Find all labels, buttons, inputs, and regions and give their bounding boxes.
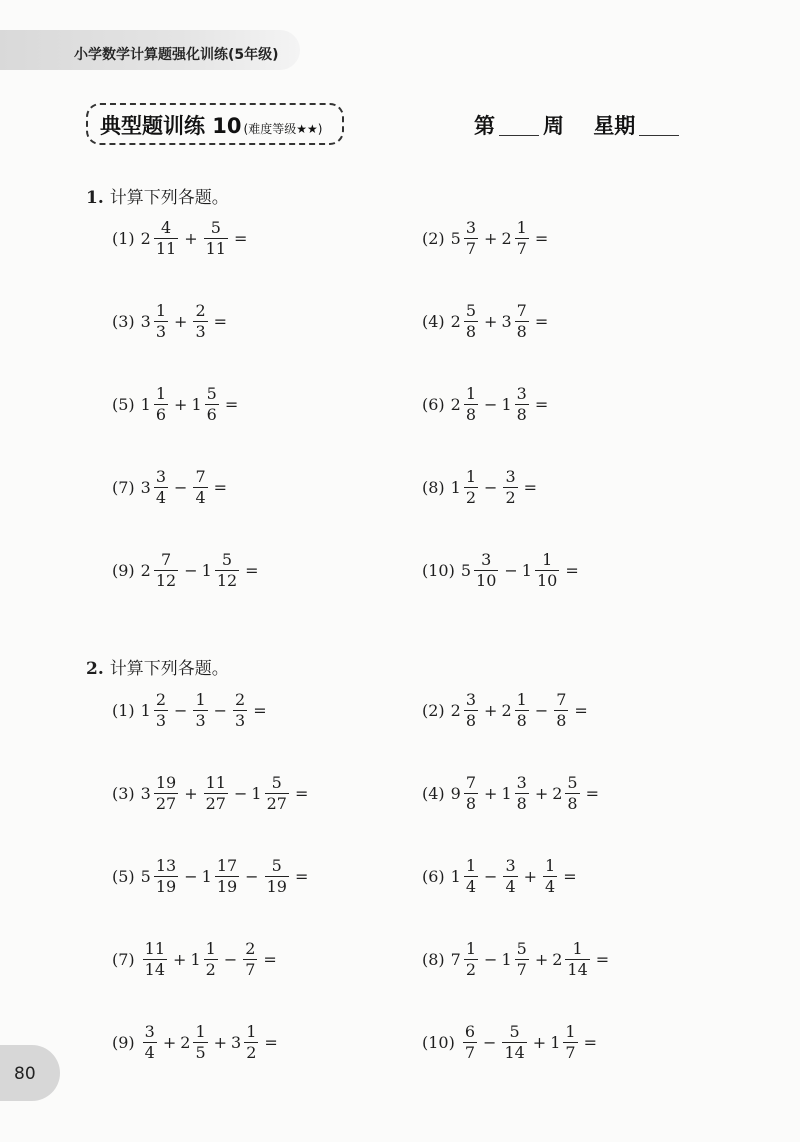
whole-number: 3 [501, 311, 512, 331]
denominator: 7 [464, 1043, 476, 1062]
numerator: 1 [195, 690, 206, 709]
numerator: 7 [195, 467, 206, 486]
whole-number: 7 [450, 949, 461, 969]
whole-number: 1 [501, 783, 512, 803]
denominator: 7 [245, 960, 256, 979]
fraction [154, 386, 168, 423]
problem-1-9 [112, 552, 263, 589]
denominator: 7 [516, 960, 527, 979]
fraction [143, 1024, 157, 1061]
fraction [244, 1024, 258, 1061]
problem-label: (8) [422, 949, 445, 969]
operator: − [534, 700, 549, 720]
problem-1-4 [422, 303, 552, 340]
fraction [515, 692, 529, 729]
whole-number: 1 [251, 783, 262, 803]
numerator: 7 [465, 773, 477, 792]
problem-1-2 [422, 220, 552, 257]
equals-sign: = [534, 394, 549, 414]
numerator: 11 [205, 773, 226, 792]
fraction [154, 303, 168, 340]
numerator: 1 [565, 1022, 576, 1041]
denominator: 5 [195, 1043, 206, 1062]
numerator: 5 [465, 301, 477, 320]
problem-1-10 [422, 552, 583, 589]
equals-sign: = [563, 866, 577, 886]
denominator: 3 [155, 322, 167, 341]
problem-2-2 [422, 692, 592, 729]
problem-label: (1) [112, 228, 135, 248]
problem-label: (5) [112, 394, 135, 414]
fraction [502, 1024, 526, 1061]
numerator: 2 [155, 690, 167, 709]
fraction [535, 552, 559, 589]
whole-number: 2 [552, 783, 563, 803]
date-line [474, 110, 683, 140]
numerator: 1 [542, 550, 553, 569]
denominator: 4 [195, 488, 206, 507]
problem-label: (10) [422, 1032, 455, 1052]
problem-label: (2) [422, 228, 445, 248]
denominator: 6 [155, 405, 167, 424]
operator: − [484, 394, 498, 414]
equals-sign: = [534, 311, 549, 331]
denominator: 7 [516, 239, 527, 258]
operator: + [184, 228, 198, 248]
denominator: 14 [504, 1043, 525, 1062]
fraction [154, 552, 178, 589]
problem-1-5 [112, 386, 242, 423]
fraction [464, 469, 478, 506]
problem-label: (2) [422, 700, 445, 720]
denominator: 7 [565, 1043, 576, 1062]
operator: − [484, 949, 498, 969]
difficulty-label: (难度等级★★) [243, 122, 323, 136]
operator: − [174, 477, 188, 497]
numerator: 5 [210, 218, 221, 237]
numerator: 3 [465, 690, 477, 709]
fraction [204, 775, 228, 812]
whole-number: 1 [191, 394, 202, 414]
numerator: 5 [271, 773, 282, 792]
whole-number: 2 [501, 700, 512, 720]
denominator: 8 [465, 711, 477, 730]
fraction [464, 775, 478, 812]
problem-2-1 [112, 692, 271, 729]
denominator: 4 [505, 877, 516, 896]
operator: + [534, 949, 549, 969]
problem-label: (4) [422, 311, 445, 331]
whole-number: 1 [140, 700, 151, 720]
operator: + [173, 949, 187, 969]
operator: + [184, 783, 198, 803]
fraction [503, 469, 517, 506]
whole-number: 2 [140, 560, 151, 580]
operator: + [484, 311, 498, 331]
whole-number: 2 [552, 949, 563, 969]
whole-number: 2 [450, 700, 461, 720]
fraction [204, 220, 228, 257]
problem-2-7 [112, 941, 281, 978]
equals-sign: = [264, 1032, 278, 1052]
weekday-label: 星期 [593, 114, 636, 138]
fraction [193, 1024, 207, 1061]
section-2-heading [86, 654, 229, 679]
numerator: 17 [216, 856, 238, 875]
fraction [474, 552, 498, 589]
numerator: 1 [465, 467, 477, 486]
fraction [565, 941, 589, 978]
problem-2-3 [112, 775, 312, 812]
problem-label: (6) [422, 394, 445, 414]
operator: − [484, 866, 498, 886]
denominator: 19 [266, 877, 287, 896]
numerator: 1 [516, 690, 527, 709]
equals-sign: = [263, 949, 277, 969]
whole-number: 3 [140, 477, 151, 497]
numerator: 1 [516, 218, 527, 237]
problem-2-5 [112, 858, 312, 895]
fraction [193, 469, 207, 506]
fraction [215, 858, 239, 895]
week-suffix: 周 [543, 114, 564, 138]
fraction [563, 1024, 577, 1061]
denominator: 2 [465, 960, 477, 979]
fraction [515, 775, 529, 812]
denominator: 3 [235, 711, 246, 730]
problem-2-9 [112, 1024, 282, 1061]
whole-number: 3 [140, 783, 151, 803]
operator: − [483, 1032, 497, 1052]
operator: + [162, 1032, 177, 1052]
operator: − [504, 560, 518, 580]
equals-sign: = [574, 700, 588, 720]
section-instruction: 计算下列各题。 [109, 188, 229, 208]
denominator: 3 [155, 711, 167, 730]
fraction [193, 692, 207, 729]
denominator: 8 [465, 322, 477, 341]
denominator: 10 [536, 571, 558, 590]
equals-sign: = [294, 866, 309, 886]
problem-2-4 [422, 775, 603, 812]
numerator: 5 [221, 550, 233, 569]
fraction [193, 303, 207, 340]
denominator: 11 [205, 239, 226, 258]
denominator: 4 [144, 1043, 155, 1062]
numerator: 1 [545, 856, 556, 875]
fraction [243, 941, 257, 978]
operator: + [484, 783, 498, 803]
equals-sign: = [294, 783, 309, 803]
equals-sign: = [245, 560, 259, 580]
section-number: 2. [86, 659, 104, 679]
whole-number: 1 [501, 949, 512, 969]
problem-1-6 [422, 386, 552, 423]
fraction [464, 386, 478, 423]
numerator: 3 [516, 384, 527, 403]
problem-1-3 [112, 303, 231, 340]
denominator: 12 [216, 571, 238, 590]
denominator: 10 [476, 571, 497, 590]
numerator: 4 [160, 218, 172, 237]
operator: + [534, 783, 549, 803]
denominator: 14 [567, 960, 588, 979]
problem-label: (7) [112, 949, 135, 969]
whole-number: 1 [190, 949, 201, 969]
whole-number: 2 [180, 1032, 191, 1052]
page-title [100, 110, 322, 140]
numerator: 3 [155, 467, 167, 486]
whole-number: 2 [501, 228, 512, 248]
whole-number: 3 [231, 1032, 242, 1052]
problem-label: (4) [422, 783, 445, 803]
whole-number: 3 [140, 311, 151, 331]
operator: − [213, 700, 228, 720]
numerator: 5 [271, 856, 282, 875]
fraction [154, 775, 178, 812]
fraction [154, 469, 168, 506]
denominator: 4 [465, 877, 477, 896]
numerator: 1 [246, 1022, 257, 1041]
operator: − [233, 783, 248, 803]
numerator: 6 [464, 1022, 476, 1041]
denominator: 6 [206, 405, 217, 424]
numerator: 2 [235, 690, 246, 709]
denominator: 2 [246, 1043, 257, 1062]
denominator: 27 [266, 794, 287, 813]
fraction [463, 1024, 477, 1061]
numerator: 13 [155, 856, 177, 875]
whole-number: 5 [450, 228, 461, 248]
numerator: 1 [155, 301, 167, 320]
numerator: 1 [465, 384, 477, 403]
whole-number: 5 [140, 866, 151, 886]
problem-label: (7) [112, 477, 135, 497]
numerator: 1 [155, 384, 167, 403]
denominator: 2 [465, 488, 477, 507]
numerator: 3 [465, 218, 477, 237]
equals-sign: = [523, 477, 538, 497]
denominator: 14 [144, 960, 166, 979]
equals-sign: = [224, 394, 239, 414]
equals-sign: = [595, 949, 610, 969]
denominator: 7 [465, 239, 477, 258]
fraction [154, 858, 178, 895]
page-number: 80 [14, 1064, 36, 1084]
fraction [143, 941, 167, 978]
fraction [154, 692, 168, 729]
fraction [154, 220, 178, 257]
fraction [515, 941, 529, 978]
fraction [265, 858, 289, 895]
numerator: 7 [160, 550, 172, 569]
fraction [464, 303, 478, 340]
denominator: 4 [545, 877, 556, 896]
numerator: 5 [516, 939, 527, 958]
whole-number: 1 [140, 394, 151, 414]
fraction [464, 692, 478, 729]
equals-sign: = [565, 560, 579, 580]
fraction [554, 692, 568, 729]
whole-number: 1 [501, 394, 512, 414]
whole-number: 2 [140, 228, 151, 248]
equals-sign: = [585, 783, 600, 803]
problem-2-6 [422, 858, 581, 895]
numerator: 1 [572, 939, 583, 958]
equals-sign: = [583, 1032, 597, 1052]
whole-number: 1 [450, 477, 461, 497]
operator: − [223, 949, 238, 969]
operator: + [484, 700, 498, 720]
denominator: 8 [465, 794, 477, 813]
week-prefix: 第 [474, 114, 495, 138]
problem-label: (9) [112, 560, 135, 580]
denominator: 3 [195, 322, 206, 341]
operator: + [213, 1032, 228, 1052]
problem-2-10 [422, 1024, 601, 1061]
numerator: 1 [465, 856, 477, 875]
fraction [265, 775, 289, 812]
denominator: 8 [516, 322, 527, 341]
operator: + [532, 1032, 547, 1052]
operator: − [184, 560, 198, 580]
numerator: 2 [245, 939, 256, 958]
whole-number: 5 [460, 560, 472, 580]
whole-number: 1 [521, 560, 532, 580]
problem-label: (3) [112, 311, 135, 331]
fraction [205, 386, 219, 423]
equals-sign: = [534, 228, 549, 248]
whole-number: 2 [450, 311, 461, 331]
numerator: 7 [556, 690, 567, 709]
problem-label: (8) [422, 477, 445, 497]
fraction [515, 303, 529, 340]
problem-label: (6) [422, 866, 445, 886]
operator: − [184, 866, 198, 886]
denominator: 8 [567, 794, 578, 813]
fraction [464, 858, 478, 895]
whole-number: 2 [450, 394, 461, 414]
problem-label: (10) [422, 560, 455, 580]
operator: − [245, 866, 259, 886]
operator: − [484, 477, 498, 497]
denominator: 8 [516, 794, 527, 813]
denominator: 4 [155, 488, 167, 507]
equals-sign: = [233, 228, 248, 248]
denominator: 8 [516, 405, 527, 424]
fraction [543, 858, 557, 895]
denominator: 19 [216, 877, 238, 896]
week-blank [499, 135, 539, 136]
fraction [565, 775, 579, 812]
weekday-blank [639, 135, 679, 136]
numerator: 7 [516, 301, 527, 320]
section-number: 1. [86, 188, 104, 208]
operator: + [523, 866, 538, 886]
operator: + [174, 394, 188, 414]
denominator: 11 [155, 239, 177, 258]
numerator: 1 [465, 939, 477, 958]
numerator: 19 [155, 773, 177, 792]
problem-2-8 [422, 941, 613, 978]
numerator: 11 [144, 939, 166, 958]
numerator: 3 [516, 773, 527, 792]
denominator: 8 [465, 405, 477, 424]
fraction [464, 220, 478, 257]
numerator: 5 [509, 1022, 520, 1041]
equals-sign: = [213, 311, 228, 331]
header-title: 小学数学计算题强化训练(5年级) [74, 47, 279, 63]
operator: + [484, 228, 498, 248]
whole-number: 1 [201, 560, 212, 580]
denominator: 27 [205, 794, 226, 813]
fraction [204, 941, 218, 978]
denominator: 2 [505, 488, 516, 507]
problem-1-7 [112, 469, 231, 506]
whole-number: 1 [450, 866, 461, 886]
problem-label: (3) [112, 783, 135, 803]
operator: − [174, 700, 188, 720]
fraction [503, 858, 517, 895]
numerator: 5 [567, 773, 578, 792]
section-1-heading [86, 183, 229, 208]
equals-sign: = [253, 700, 267, 720]
whole-number: 1 [201, 866, 212, 886]
fraction [515, 220, 529, 257]
problem-1-1 [112, 220, 251, 257]
fraction [233, 692, 247, 729]
problem-label: (1) [112, 700, 135, 720]
numerator: 3 [144, 1022, 155, 1041]
numerator: 3 [505, 467, 516, 486]
operator: + [174, 311, 188, 331]
problem-label: (9) [112, 1032, 135, 1052]
numerator: 3 [481, 550, 492, 569]
fraction [464, 941, 478, 978]
denominator: 3 [195, 711, 206, 730]
section-instruction: 计算下列各题。 [109, 659, 229, 679]
denominator: 2 [205, 960, 216, 979]
whole-number: 9 [450, 783, 461, 803]
fraction [215, 552, 239, 589]
whole-number: 1 [550, 1032, 561, 1052]
denominator: 27 [155, 794, 177, 813]
equals-sign: = [213, 477, 228, 497]
numerator: 1 [195, 1022, 206, 1041]
denominator: 8 [556, 711, 567, 730]
numerator: 1 [205, 939, 216, 958]
denominator: 19 [155, 877, 177, 896]
numerator: 3 [505, 856, 516, 875]
title-text: 典型题训练 10 [100, 114, 242, 138]
denominator: 12 [155, 571, 177, 590]
numerator: 2 [195, 301, 206, 320]
fraction [515, 386, 529, 423]
denominator: 8 [516, 711, 527, 730]
numerator: 5 [206, 384, 217, 403]
problem-label: (5) [112, 866, 135, 886]
problem-1-8 [422, 469, 541, 506]
